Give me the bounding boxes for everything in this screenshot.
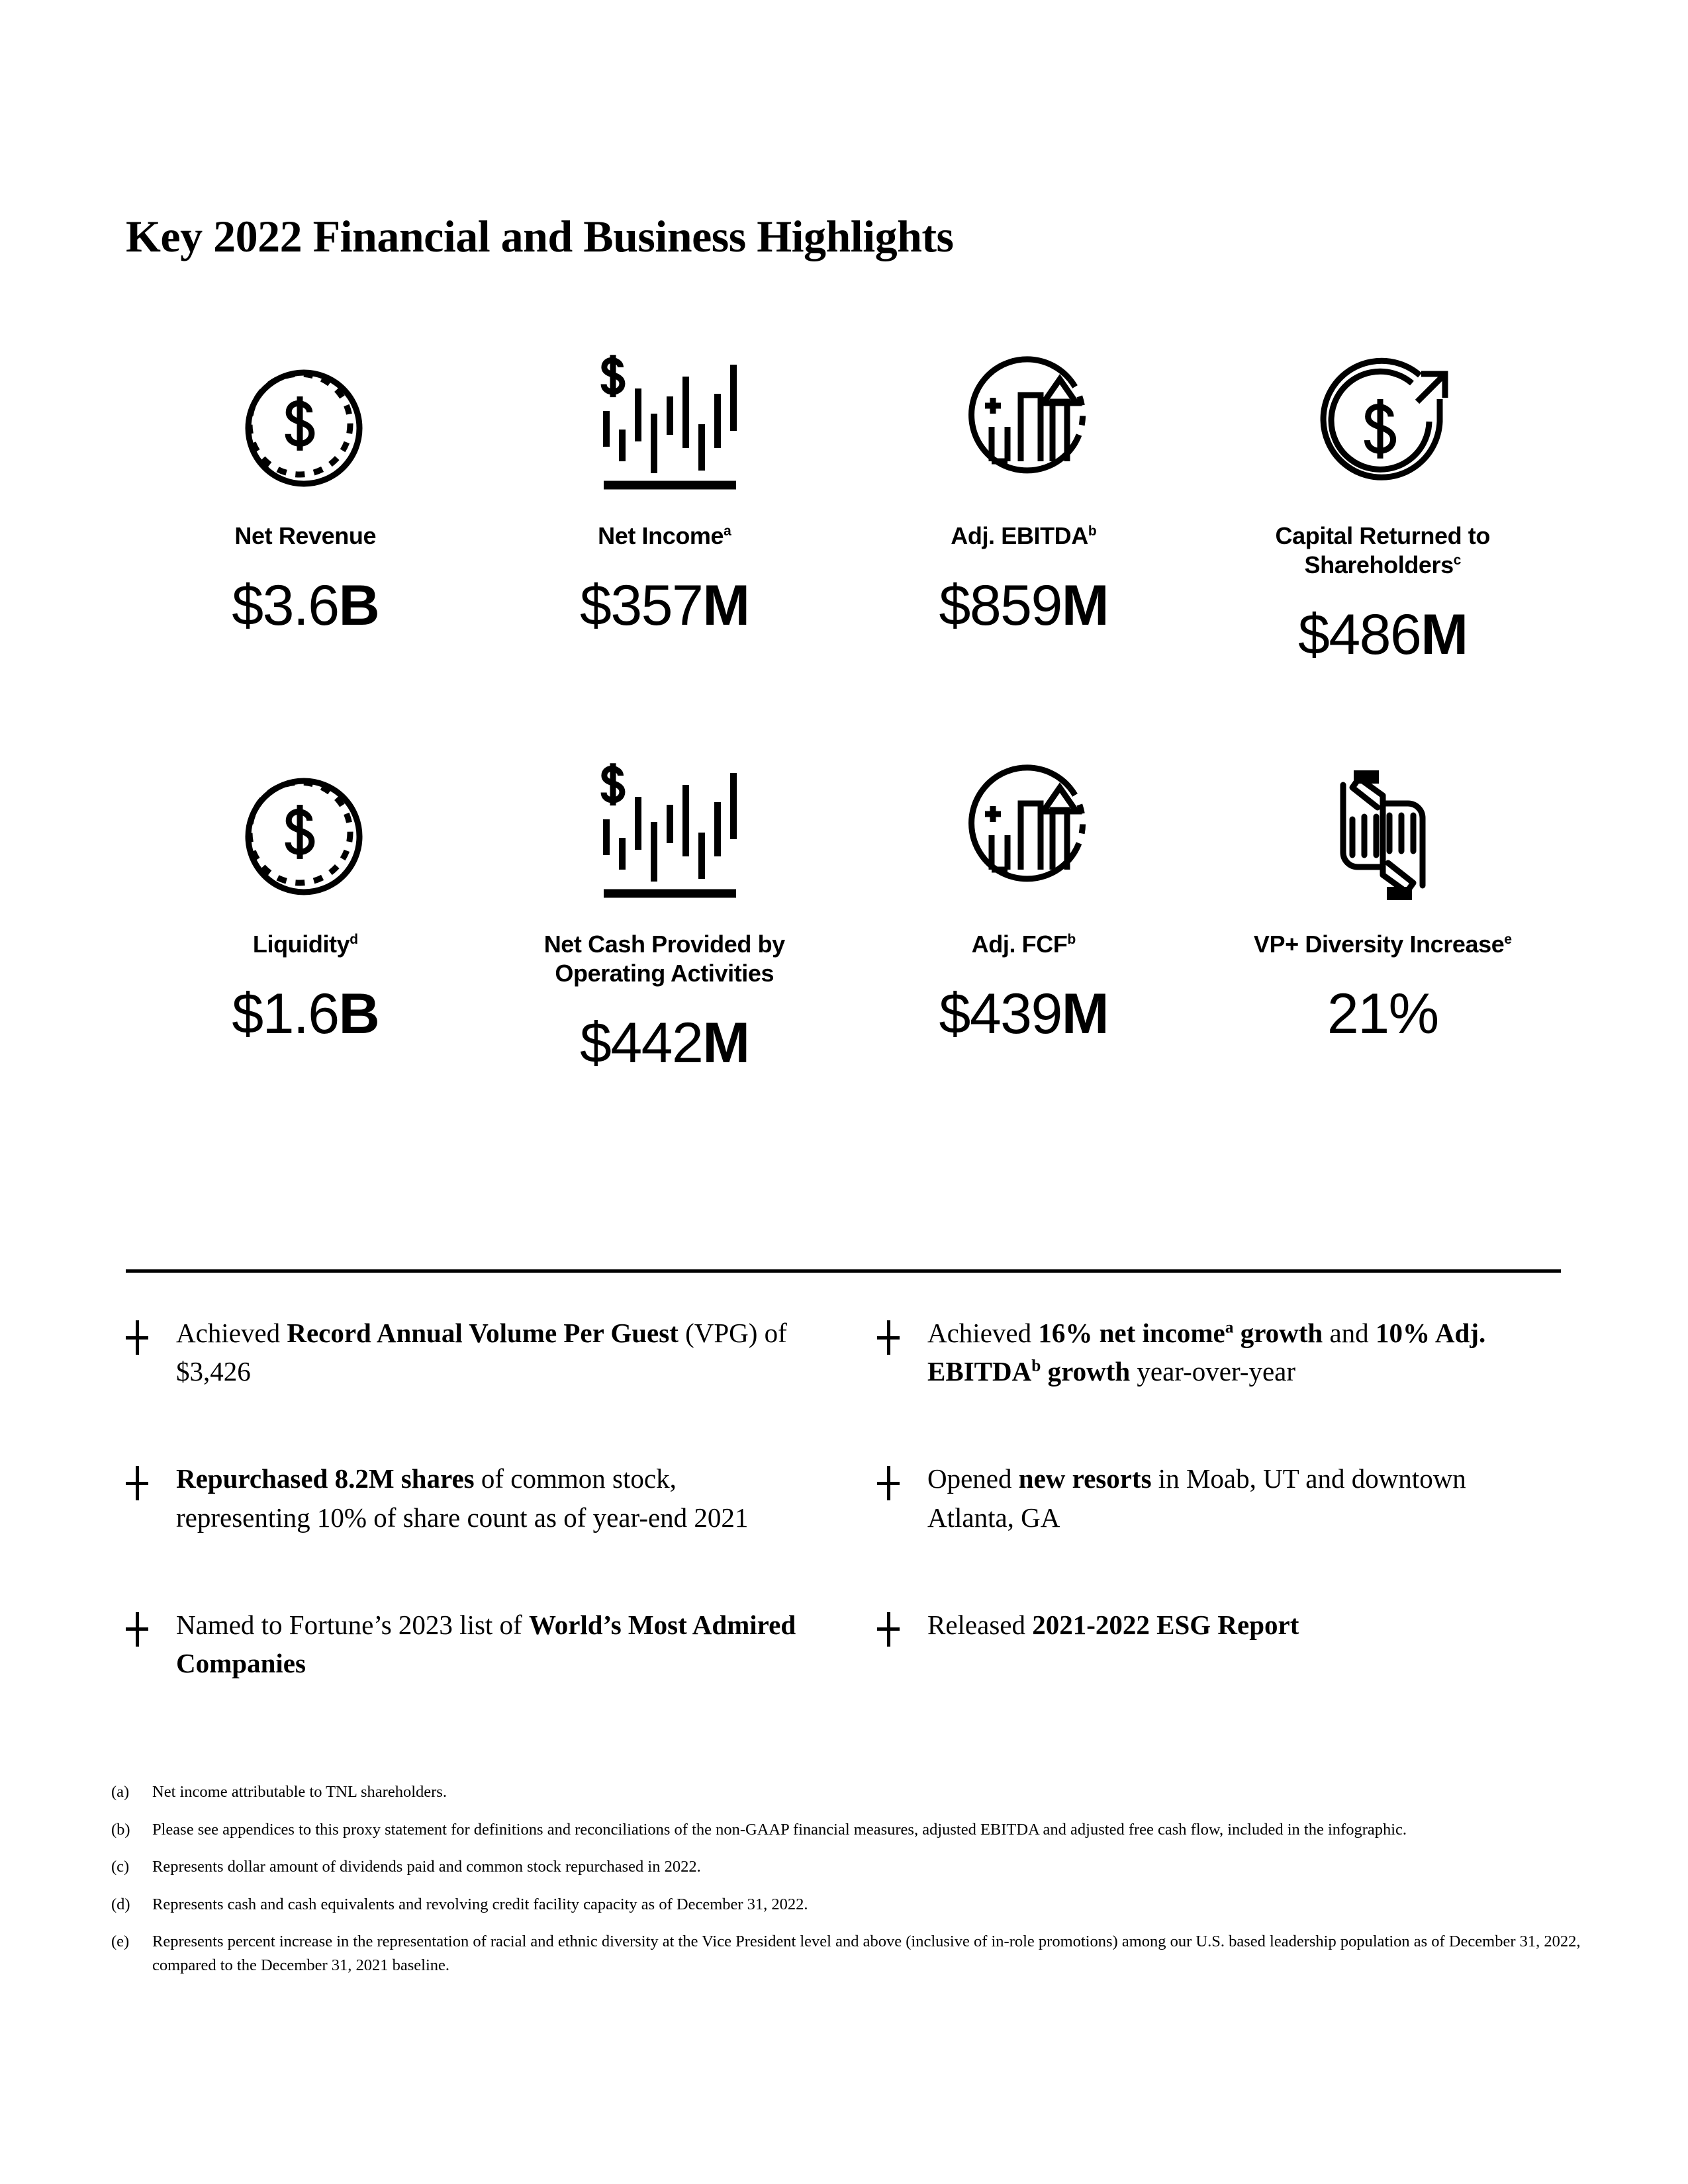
metric-value	[580, 1011, 749, 1076]
highlight-emphasis: growth	[1041, 1356, 1131, 1387]
metric-value-number: 21%	[1327, 981, 1438, 1046]
footnote-marker: (e)	[111, 1933, 130, 1951]
bar-chart-dollar-icon	[585, 344, 744, 510]
highlight-text	[176, 1459, 798, 1536]
metric-label: VP+ Diversity Increase$^e$	[1253, 930, 1512, 958]
metric-value	[232, 573, 379, 639]
metric-value	[939, 573, 1108, 639]
metric-value-unit: M	[702, 1011, 749, 1075]
metric-card	[126, 752, 485, 1076]
highlight-plain: Achieved	[176, 1318, 287, 1348]
highlight-plain: (VPG) of $3,426	[176, 1318, 787, 1387]
page-title: Key 2022 Financial and Business Highlights	[126, 210, 954, 261]
footnote-superscript: b	[1067, 931, 1076, 947]
footnote-superscript: a	[1225, 1318, 1234, 1337]
metric-value	[939, 981, 1108, 1047]
metric-card	[485, 752, 845, 1076]
footnote-superscript: b	[1088, 523, 1097, 539]
metric-card	[126, 344, 485, 668]
metric-value	[580, 573, 749, 639]
metric-value-unit: M	[1061, 981, 1108, 1046]
metric-value-number: $442	[580, 1011, 703, 1075]
plus-icon	[877, 1466, 900, 1500]
footnote-superscript: a	[724, 523, 731, 539]
metric-value-unit: B	[338, 573, 379, 637]
highlight-item	[126, 1459, 811, 1536]
highlight-emphasis: new resorts	[1018, 1463, 1152, 1494]
highlight-text	[927, 1314, 1550, 1390]
return-capital-circle-icon	[1303, 344, 1462, 510]
section-divider	[126, 1269, 1561, 1273]
highlight-plain: year-over-year	[1130, 1356, 1296, 1387]
highlight-emphasis: growth	[1233, 1318, 1323, 1348]
footnotes-section	[111, 1780, 1587, 1991]
metrics-grid	[126, 344, 1562, 1076]
highlight-item	[126, 1606, 811, 1682]
footnote-text: Represents cash and cash equivalents and revolving credit facility capacity as of December 31, 2022.	[152, 1895, 808, 1913]
plus-icon	[877, 1612, 900, 1647]
metric-value	[1298, 602, 1467, 668]
growth-arrow-circle-icon	[944, 344, 1103, 510]
metric-label: Capital Returned to Shareholders$^c$	[1275, 522, 1490, 578]
footnote-text: Represents dollar amount of dividends paid and common stock repurchased in 2022.	[152, 1858, 701, 1876]
highlight-plain: in Moab, UT and downtown Atlanta, GA	[927, 1463, 1466, 1533]
highlight-text	[927, 1606, 1299, 1644]
metric-label: Net Income$^a$	[598, 522, 731, 549]
metric-value-number: $439	[939, 981, 1062, 1046]
highlight-item	[126, 1314, 811, 1390]
highlight-item	[877, 1314, 1562, 1390]
footnote-superscript: b	[1031, 1356, 1041, 1375]
highlight-emphasis: 16% net income	[1038, 1318, 1225, 1348]
metric-value-unit: M	[1421, 602, 1468, 666]
metric-label: Net Cash Provided by Operating Activities	[543, 930, 785, 987]
footnote-marker: (d)	[111, 1895, 130, 1913]
metric-row	[126, 344, 1562, 668]
metric-label: Net Revenue	[234, 522, 377, 549]
metric-card	[1203, 752, 1563, 1076]
highlight-item	[877, 1459, 1562, 1536]
footnote-marker: (a)	[111, 1783, 130, 1801]
metric-card	[1203, 344, 1563, 668]
highlight-text	[927, 1459, 1550, 1536]
metric-card	[485, 344, 845, 668]
metric-label: Liquidity$^d$	[252, 930, 358, 958]
metric-value-number: $859	[939, 573, 1062, 637]
coin-dollar-icon	[226, 752, 385, 918]
highlight-emphasis: 10% Adj. EBITDA	[927, 1318, 1486, 1387]
highlight-emphasis: Record Annual Volume Per Guest	[287, 1318, 679, 1348]
growth-arrow-circle-icon	[944, 752, 1103, 918]
metric-value-unit: M	[1061, 573, 1108, 637]
highlight-text	[176, 1606, 798, 1682]
metric-value-number: $486	[1298, 602, 1421, 666]
plus-icon	[877, 1320, 900, 1355]
footnote-item	[111, 1855, 1587, 1879]
metric-value-number: $357	[580, 573, 703, 637]
footnote-marker: (b)	[111, 1820, 130, 1839]
metric-value-unit: B	[338, 981, 379, 1046]
highlight-text	[176, 1314, 798, 1390]
highlights-list	[126, 1314, 1562, 1682]
metric-label: Adj. FCF$^b$	[971, 930, 1076, 958]
plus-icon	[126, 1466, 148, 1500]
footnote-text: Please see appendices to this proxy statement for definitions and reconciliations of the non-GAAP financial measures, adjusted EBITDA and adjusted free cash flow, included in the infographic.	[152, 1820, 1407, 1839]
highlight-plain: Released	[927, 1609, 1033, 1640]
two-hands-icon	[1303, 752, 1462, 918]
plus-icon	[126, 1612, 148, 1647]
metric-card	[844, 752, 1203, 1076]
metric-card	[844, 344, 1203, 668]
footnote-superscript: c	[1453, 552, 1461, 568]
highlight-plain: Opened	[927, 1463, 1019, 1494]
footnote-item	[111, 1818, 1587, 1842]
highlight-item	[877, 1606, 1562, 1682]
footnote-item	[111, 1780, 1587, 1804]
coin-dollar-icon	[226, 344, 385, 510]
metric-value	[1327, 981, 1438, 1047]
footnote-text: Net income attributable to TNL shareholders.	[152, 1783, 447, 1801]
highlight-emphasis: Repurchased 8.2M shares	[176, 1463, 475, 1494]
metric-value-number: $1.6	[232, 981, 339, 1046]
footnote-text: Represents percent increase in the representation of racial and ethnic diversity at the Vice President level and above (inclusive of in-role promotions) among our U.S. based leadership population as of December 31, 2022, compared to the December 31, 2021 baseline.	[152, 1933, 1581, 1974]
metric-value-unit: M	[702, 573, 749, 637]
footnote-superscript: d	[350, 931, 358, 947]
highlight-plain: and	[1323, 1318, 1376, 1348]
metric-value-number: $3.6	[232, 573, 339, 637]
footnote-item	[111, 1930, 1587, 1977]
highlight-emphasis: 2021-2022 ESG Report	[1032, 1609, 1299, 1640]
bar-chart-dollar-icon	[585, 752, 744, 918]
highlight-plain: Achieved	[927, 1318, 1039, 1348]
footnote-item	[111, 1893, 1587, 1917]
metric-row	[126, 752, 1562, 1076]
highlight-emphasis: World’s Most Admired Companies	[176, 1609, 796, 1679]
metric-label: Adj. EBITDA$^b$	[951, 522, 1097, 549]
plus-icon	[126, 1320, 148, 1355]
highlight-plain: of common stock, representing 10% of share count as of year-end 2021	[176, 1463, 749, 1533]
footnote-marker: (c)	[111, 1858, 130, 1876]
metric-value	[232, 981, 379, 1047]
highlight-plain: Named to Fortune’s 2023 list of	[176, 1609, 529, 1640]
footnote-superscript: e	[1504, 931, 1512, 947]
